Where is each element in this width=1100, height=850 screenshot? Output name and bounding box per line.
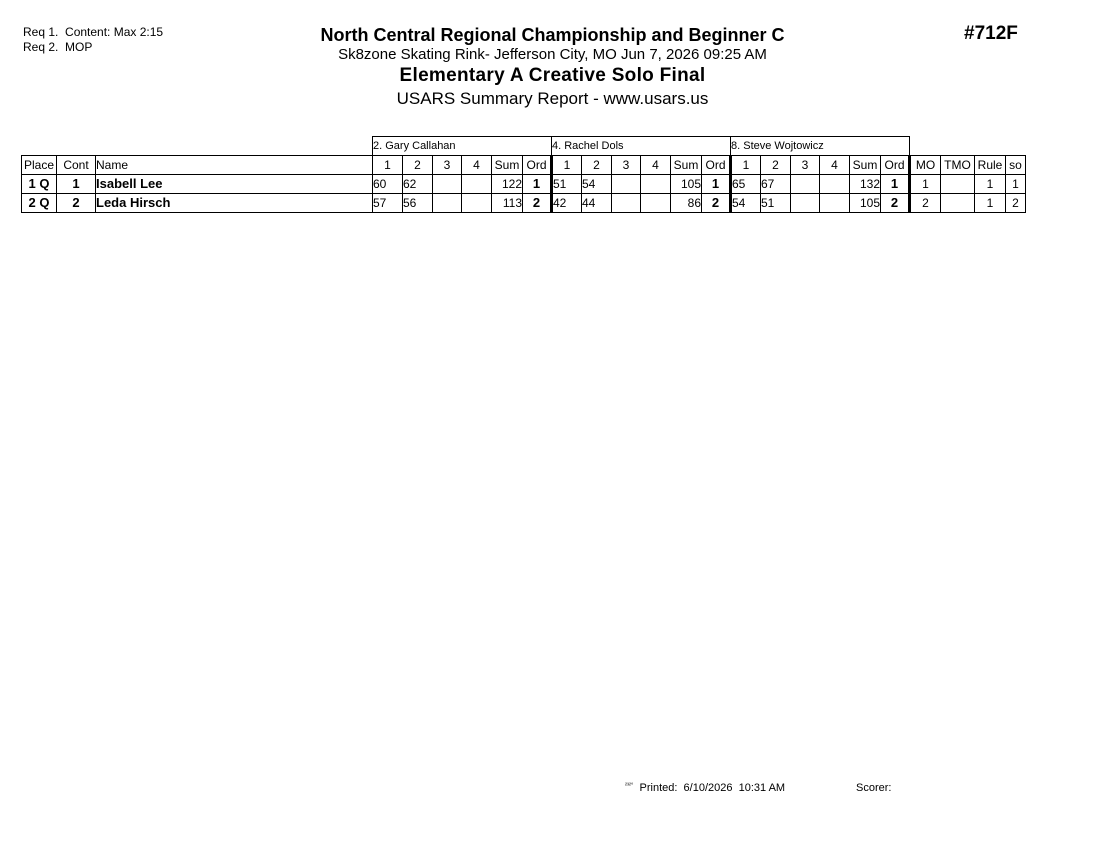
sum-cell: 105 [671,175,702,194]
score-cell [641,194,671,213]
col-j2-score-3: 3 [612,156,641,175]
judge-header-2: 4. Rachel Dols [552,137,731,156]
scorer-label: Scorer: [856,782,892,794]
place-cell: 2 Q [22,194,57,213]
score-cell: 54 [731,194,761,213]
score-cell: 42 [552,194,582,213]
score-cell: 60 [373,175,403,194]
col-j1-ord: Ord [523,156,552,175]
col-so: so [1006,156,1026,175]
score-cell [462,175,492,194]
col-j1-score-1: 1 [373,156,403,175]
sum-cell: 122 [492,175,523,194]
table-row [22,175,1026,194]
col-j3-sum: Sum [850,156,881,175]
score-cell: 62 [403,175,433,194]
event-title: North Central Regional Championship and Beginner C [320,25,785,45]
report-title: USARS Summary Report - www.usars.us [396,89,709,108]
score-cell [462,194,492,213]
so-cell: 1 [1006,175,1026,194]
col-place: Place [22,156,57,175]
judge-header-3: 8. Steve Wojtowicz [731,137,910,156]
col-tmo: TMO [941,156,975,175]
score-cell [641,175,671,194]
col-j3-score-2: 2 [761,156,791,175]
col-j3-ord: Ord [881,156,910,175]
requirement-1: Req 1. Content: Max 2:15 [23,25,164,39]
score-cell [612,175,641,194]
col-j2-score-1: 1 [552,156,582,175]
ordinal-cell: 1 [881,175,910,194]
printed-label: Printed: 6/10/2026 10:31 AM [639,782,786,794]
rule-cell: 1 [975,175,1006,194]
tmo-cell [941,194,975,213]
place-cell: 1 Q [22,175,57,194]
so-cell: 2 [1006,194,1026,213]
venue-date: Sk8zone Skating Rink- Jefferson City, MO Jun 7, 2026 09:25 AM [338,46,767,63]
score-cell: 51 [552,175,582,194]
col-j2-ord: Ord [702,156,731,175]
score-cell: 56 [403,194,433,213]
ordinal-cell: 1 [702,175,731,194]
col-name: Name [96,156,373,175]
ordinal-cell: 1 [523,175,552,194]
score-cell: 57 [373,194,403,213]
score-cell: 51 [761,194,791,213]
footer-mark: ²³²° [625,783,634,789]
table-row [22,194,1026,213]
score-cell [820,194,850,213]
sum-cell: 113 [492,194,523,213]
tmo-cell [941,175,975,194]
col-j1-score-4: 4 [462,156,492,175]
column-header-row [22,156,1026,175]
ordinal-cell: 2 [702,194,731,213]
col-j2-score-4: 4 [641,156,671,175]
sum-cell: 105 [850,194,881,213]
score-cell: 54 [582,175,612,194]
col-j1-sum: Sum [492,156,523,175]
judge-header-1: 2. Gary Callahan [373,137,552,156]
score-cell [820,175,850,194]
col-mo: MO [910,156,941,175]
printed-timestamp [625,782,785,794]
ordinal-cell: 2 [523,194,552,213]
sum-cell: 132 [850,175,881,194]
skater-name: Isabell Lee [96,175,373,194]
score-cell: 65 [731,175,761,194]
rule-cell: 1 [975,194,1006,213]
score-cell [612,194,641,213]
report-header [300,24,805,110]
col-j3-score-1: 1 [731,156,761,175]
col-j3-score-3: 3 [791,156,820,175]
col-j3-score-4: 4 [820,156,850,175]
col-j1-score-2: 2 [403,156,433,175]
skater-name: Leda Hirsch [96,194,373,213]
ordinal-cell: 2 [881,194,910,213]
col-cont: Cont [57,156,96,175]
score-cell: 44 [582,194,612,213]
requirement-2: Req 2. MOP [23,40,93,54]
col-j1-score-3: 3 [433,156,462,175]
cont-cell: 2 [57,194,96,213]
sum-cell: 86 [671,194,702,213]
col-rule: Rule [975,156,1006,175]
division-title: Elementary A Creative Solo Final [399,65,706,86]
requirements [23,25,163,55]
mo-cell: 2 [910,194,941,213]
score-cell: 67 [761,175,791,194]
event-id: #712F [964,23,1018,44]
score-cell [433,194,462,213]
score-cell [433,175,462,194]
score-cell [791,175,820,194]
col-j2-sum: Sum [671,156,702,175]
score-cell [791,194,820,213]
results-table [21,136,1026,213]
col-j2-score-2: 2 [582,156,612,175]
cont-cell: 1 [57,175,96,194]
mo-cell: 1 [910,175,941,194]
